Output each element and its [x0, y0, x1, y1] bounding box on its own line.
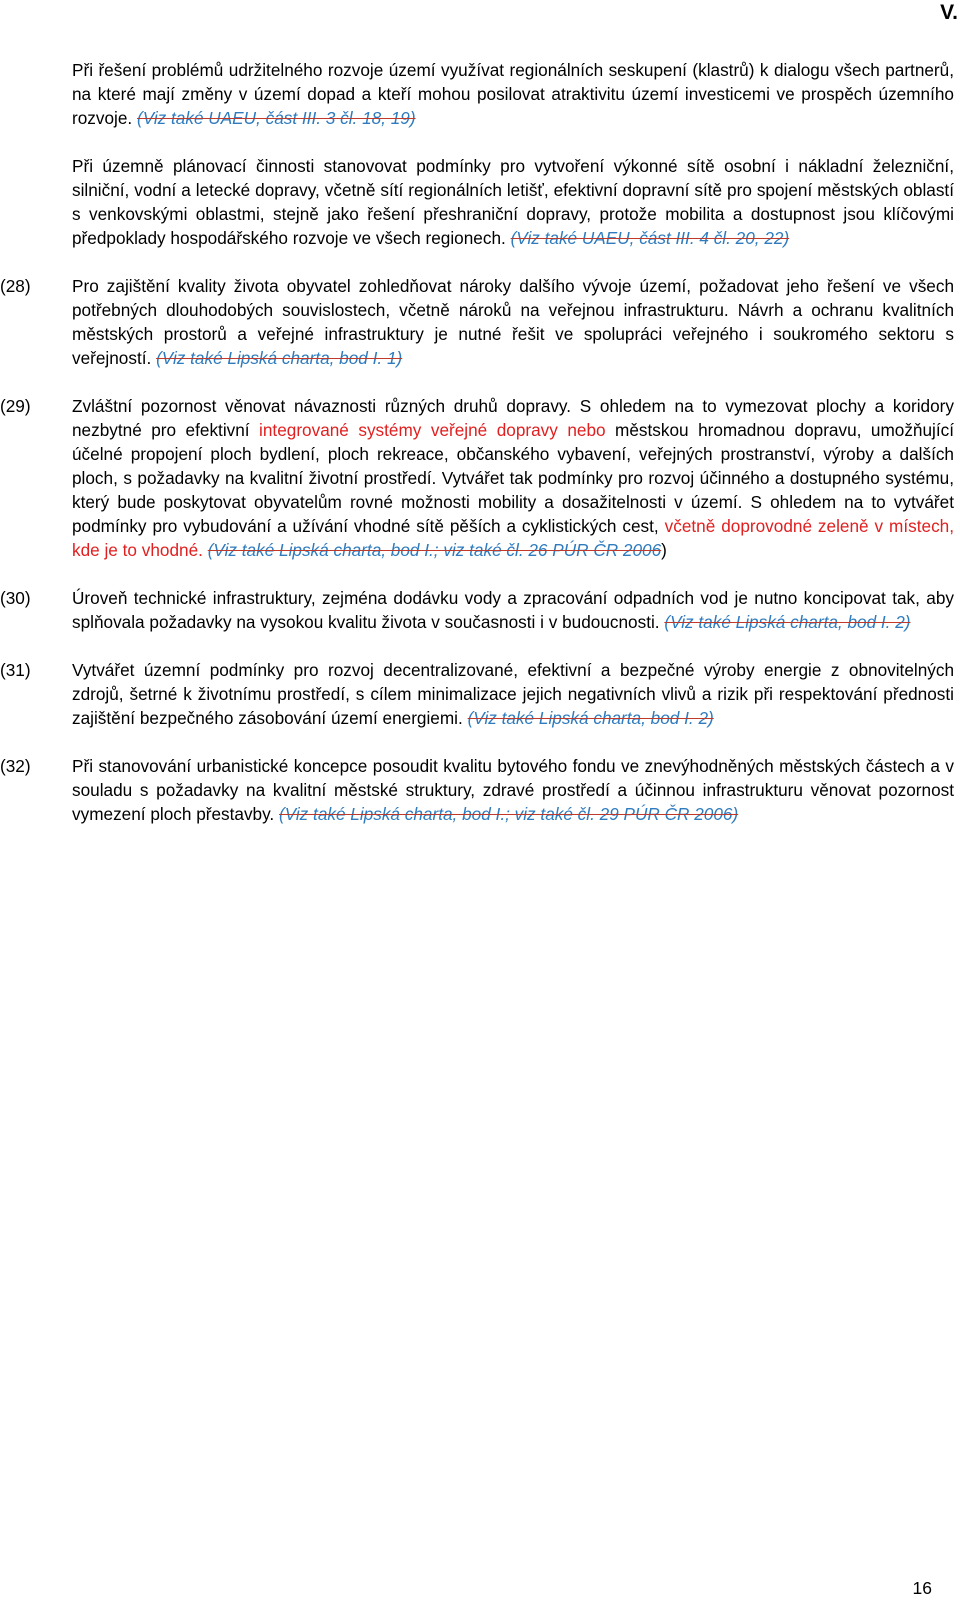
deleted-reference: (Viz také Lipská charta, bod I.; viz také čl. 29 PÚR ČR 2006) — [278, 804, 739, 824]
paragraph-text: Při stanovování urbanistické koncepce posoudit kvalitu bytového fondu ve znevýhodněných městských částech a v souladu s požadavky na kvalitní městské struktury, zdravé prostředí a účinnou infrastrukturu věnovat pozornost vymezení ploch přestavby. — [72, 756, 954, 824]
section-mark: V. — [940, 1, 958, 24]
paragraph-text: Při řešení problémů udržitelného rozvoje území využívat regionálních seskupení (klastrů) k dialogu všech partnerů, na které mají změny v území dopad a kteří mohou posilovat atraktivitu území investicemi ve prospěch územního rozvoje. — [72, 60, 954, 128]
paragraph-number: (31) — [0, 660, 31, 680]
page-number: 16 — [912, 1578, 932, 1598]
paragraph-number: (29) — [0, 396, 31, 416]
deleted-reference: (Viz také Lipská charta, bod I. 2) — [664, 612, 911, 632]
paragraph-31 — [0, 658, 954, 730]
deleted-reference: (Viz také UAEU, část III. 4 čl. 20, 22) — [510, 228, 790, 248]
closing-paren: ) — [661, 540, 667, 560]
paragraph-text: Úroveň technické infrastruktury, zejména dodávku vody a zpracování odpadních vod je nutno koncipovat tak, aby splňovala požadavky na vysokou kvalitu života v současnosti i v budoucnosti. — [72, 588, 954, 632]
paragraph-text: Při územně plánovací činnosti stanovovat podmínky pro vytvoření výkonné sítě osobní i nákladní železniční, silniční, vodní a letecké dopravy, včetně sítí regionálních letišť, efektivní dopravní sítě pro spojení městských oblastí s venkovskými oblastmi, stejně jako řešení přeshraniční dopravy, protože mobilita a dostupnost jsou klíčovými předpoklady hospodářského rozvoje ve všech regionech. — [72, 156, 954, 248]
paragraph-30 — [0, 586, 954, 634]
deleted-reference: (Viz také UAEU, část III. 3 čl. 18, 19) — [136, 108, 416, 128]
inserted-text: včetně doprovodné zeleně v místech, kde je to vhodné. — [72, 516, 954, 560]
deleted-reference: (Viz také Lipská charta, bod I.; viz také čl. 26 PÚR ČR 2006 — [207, 540, 662, 560]
paragraph-number: (28) — [0, 276, 31, 296]
document-body — [0, 58, 954, 850]
paragraph-text: městskou hromadnou dopravu, umožňující účelné propojení ploch bydlení, ploch rekreace, občanského vybavení, veřejných prostranství, výroby a dalších ploch, s požadavky na kvalitní životní prostředí. Vytvářet tak podmínky pro rozvoj účinného a dostupného systému, který bude poskytovat obyvatelům rovné možnosti mobility a dosažitelnosti v území. S ohledem na to vytvářet podmínky pro vybudování a užívání vhodné sítě pěších a cyklistických cest, — [72, 420, 954, 536]
deleted-reference: (Viz také Lipská charta, bod I. 1) — [156, 348, 403, 368]
paragraph-29 — [0, 394, 954, 562]
intro-paragraph-1 — [72, 58, 954, 130]
intro-paragraph-2 — [72, 154, 954, 250]
paragraph-text: Zvláštní pozornost věnovat návaznosti různých druhů dopravy. S ohledem na to vymezovat plochy a koridory nezbytné pro efektivní — [72, 396, 954, 440]
paragraph-number: (30) — [0, 588, 31, 608]
inserted-text: integrované systémy veřejné dopravy nebo — [259, 420, 606, 440]
paragraph-text: Vytvářet územní podmínky pro rozvoj decentralizované, efektivní a bezpečné výroby energie z obnovitelných zdrojů, šetrné k životnímu prostředí, s cílem minimalizace jejich negativních vlivů a rizik při respektování přednosti zajištění bezpečného zásobování území energiemi. — [72, 660, 954, 728]
paragraph-32 — [0, 754, 954, 826]
deleted-reference: (Viz také Lipská charta, bod I. 2) — [467, 708, 714, 728]
paragraph-28 — [0, 274, 954, 370]
paragraph-text: Pro zajištění kvality života obyvatel zohledňovat nároky dalšího vývoje území, požadovat jeho řešení ve všech potřebných dlouhodobých souvislostech, včetně nároků na veřejnou infrastrukturu. Návrh a ochranu kvalitních městských prostorů a veřejné infrastruktury je nutné řešit ve spolupráci veřejného i soukromého sektoru s veřejností. — [72, 276, 954, 368]
paragraph-number: (32) — [0, 756, 31, 776]
